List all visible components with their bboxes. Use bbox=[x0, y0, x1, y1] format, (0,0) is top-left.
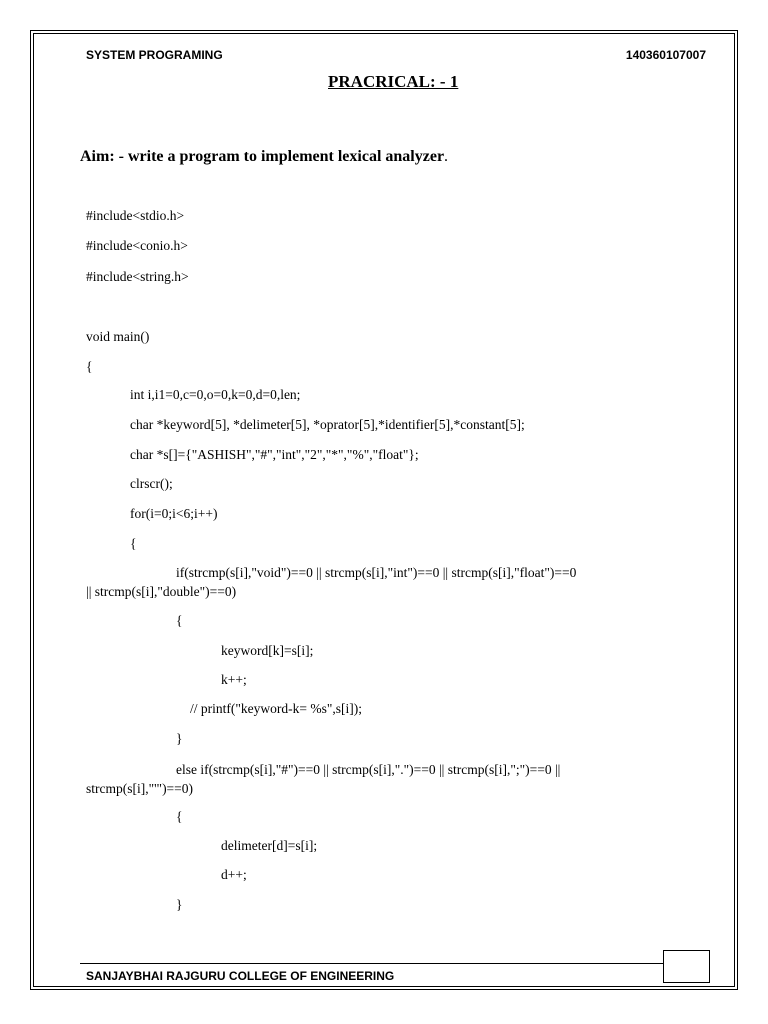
code-line: // printf("keyword-k= %s",s[i]); bbox=[190, 701, 362, 716]
code-line: { bbox=[130, 536, 137, 551]
code-line: void main() bbox=[86, 329, 150, 344]
code-line: else if(strcmp(s[i],"#")==0 || strcmp(s[i],".")==0 || strcmp(s[i],";")==0 || bbox=[176, 762, 561, 777]
footer-college-name: SANJAYBHAI RAJGURU COLLEGE OF ENGINEERING bbox=[86, 969, 395, 983]
code-line: char *s[]={"ASHISH","#","int","2","*","%","float"}; bbox=[130, 447, 419, 462]
footer-divider bbox=[80, 963, 663, 964]
code-line: || strcmp(s[i],"double")==0) bbox=[86, 584, 237, 599]
code-line: #include<conio.h> bbox=[86, 238, 188, 253]
code-line: strcmp(s[i],"'")==0) bbox=[86, 781, 194, 796]
aim-text: Aim: - write a program to implement lexical analyzer bbox=[80, 148, 445, 165]
code-line: for(i=0;i<6;i++) bbox=[130, 506, 218, 521]
code-line: d++; bbox=[221, 867, 247, 882]
aim-statement bbox=[80, 148, 448, 166]
code-line: int i,i1=0,c=0,o=0,k=0,d=0,len; bbox=[130, 387, 301, 402]
header-enrollment-number: 140360107007 bbox=[625, 48, 706, 62]
code-line: k++; bbox=[221, 672, 247, 687]
code-line: #include<string.h> bbox=[86, 269, 189, 284]
aim-period: . bbox=[444, 148, 449, 165]
code-line: } bbox=[176, 897, 183, 912]
code-line: delimeter[d]=s[i]; bbox=[221, 838, 318, 853]
code-line: clrscr(); bbox=[130, 476, 173, 491]
code-line: } bbox=[176, 731, 183, 746]
code-line: { bbox=[176, 613, 183, 628]
page-number-box bbox=[663, 950, 710, 983]
header-subject: SYSTEM PROGRAMING bbox=[86, 48, 223, 62]
code-line: { bbox=[86, 359, 93, 374]
practical-title: PRACRICAL: - 1 bbox=[328, 72, 459, 91]
code-line: { bbox=[176, 809, 183, 824]
code-line: char *keyword[5], *delimeter[5], *oprator[5],*identifier[5],*constant[5]; bbox=[130, 417, 525, 432]
code-line: #include<stdio.h> bbox=[86, 208, 185, 223]
code-line: keyword[k]=s[i]; bbox=[221, 643, 314, 658]
code-line: if(strcmp(s[i],"void")==0 || strcmp(s[i],"int")==0 || strcmp(s[i],"float")==0 bbox=[176, 565, 577, 580]
